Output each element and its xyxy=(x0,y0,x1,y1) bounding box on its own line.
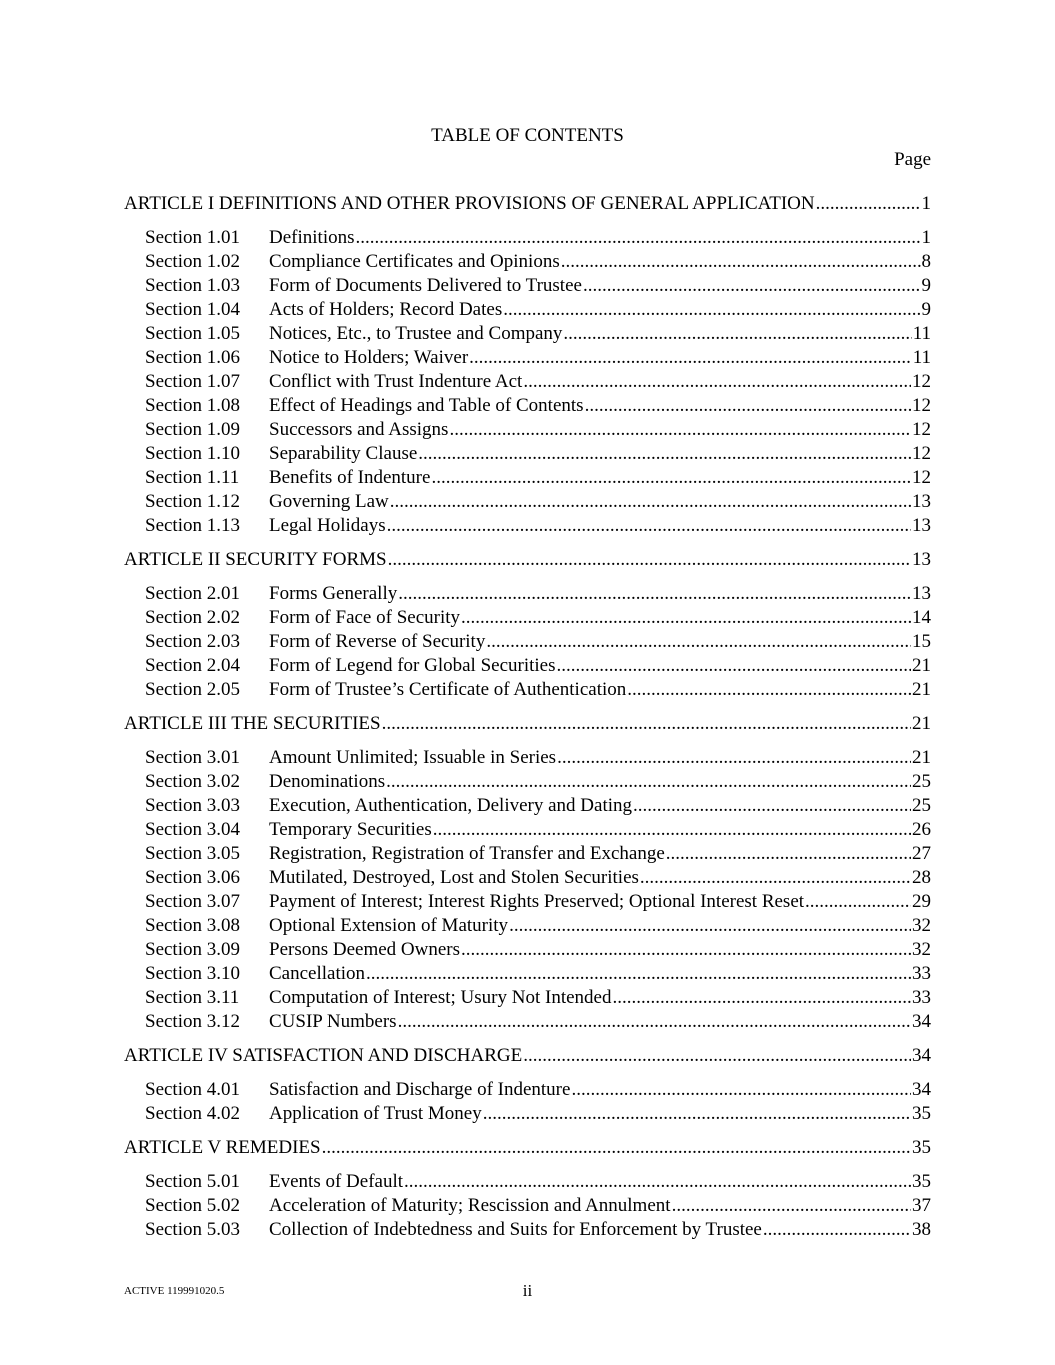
section-number: Section 1.12 xyxy=(145,491,240,512)
section-page-number: 12 xyxy=(912,443,931,464)
toc-section-entry[interactable] xyxy=(124,1102,931,1126)
toc-section-entry[interactable] xyxy=(124,866,931,890)
section-number: Section 3.12 xyxy=(145,1011,240,1032)
dot-leader xyxy=(461,606,911,630)
section-page-number: 34 xyxy=(912,1011,931,1032)
section-number: Section 3.04 xyxy=(145,819,240,840)
dot-leader xyxy=(398,1010,911,1034)
section-title: Successors and Assigns xyxy=(269,419,449,440)
section-page-number: 11 xyxy=(912,323,931,344)
toc-section-entry[interactable] xyxy=(124,466,931,490)
article-page-number: 1 xyxy=(921,193,931,214)
dot-leader xyxy=(816,192,921,216)
section-title: Form of Legend for Global Securities xyxy=(269,655,556,676)
section-title: Computation of Interest; Usury Not Intended xyxy=(269,987,612,1008)
dot-leader xyxy=(387,514,911,538)
section-page-number: 38 xyxy=(912,1219,931,1240)
toc-section-entry[interactable] xyxy=(124,442,931,466)
toc-section-entry[interactable] xyxy=(124,962,931,986)
section-page-number: 29 xyxy=(912,891,931,912)
section-number: Section 1.06 xyxy=(145,347,240,368)
toc-article-entry[interactable] xyxy=(124,1044,931,1068)
toc-section-entry[interactable] xyxy=(124,678,931,702)
section-page-number: 14 xyxy=(912,607,931,628)
section-number: Section 1.09 xyxy=(145,419,240,440)
article-title: ARTICLE V REMEDIES xyxy=(124,1137,321,1158)
section-number: Section 3.02 xyxy=(145,771,240,792)
section-number: Section 5.03 xyxy=(145,1219,240,1240)
toc-section-entry[interactable] xyxy=(124,842,931,866)
section-title: Mutilated, Destroyed, Lost and Stolen Securities xyxy=(269,867,639,888)
section-title: Conflict with Trust Indenture Act xyxy=(269,371,523,392)
section-page-number: 33 xyxy=(912,963,931,984)
dot-leader xyxy=(469,346,912,370)
section-number: Section 2.05 xyxy=(145,679,240,700)
toc-section-entry[interactable] xyxy=(124,794,931,818)
section-title: Form of Reverse of Security xyxy=(269,631,486,652)
section-page-number: 32 xyxy=(912,939,931,960)
section-title: Notice to Holders; Waiver xyxy=(269,347,469,368)
section-number: Section 1.04 xyxy=(145,299,240,320)
toc-section-entry[interactable] xyxy=(124,394,931,418)
toc-section-entry[interactable] xyxy=(124,582,931,606)
toc-section-entry[interactable] xyxy=(124,298,931,322)
toc-section-entry[interactable] xyxy=(124,346,931,370)
section-page-number: 12 xyxy=(912,371,931,392)
section-number: Section 2.02 xyxy=(145,607,240,628)
toc-section-entry[interactable] xyxy=(124,274,931,298)
section-number: Section 3.01 xyxy=(145,747,240,768)
dot-leader xyxy=(461,938,911,962)
section-title: Registration, Registration of Transfer and Exchange xyxy=(269,843,665,864)
article-title: ARTICLE III THE SECURITIES xyxy=(124,713,381,734)
section-page-number: 13 xyxy=(912,583,931,604)
toc-section-entry[interactable] xyxy=(124,514,931,538)
article-page-number: 21 xyxy=(912,713,931,734)
toc-section-entry[interactable] xyxy=(124,986,931,1010)
section-number: Section 5.01 xyxy=(145,1171,240,1192)
dot-leader xyxy=(561,250,921,274)
toc-article-entry[interactable] xyxy=(124,192,931,216)
section-page-number: 25 xyxy=(912,771,931,792)
section-page-number: 26 xyxy=(912,819,931,840)
section-page-number: 12 xyxy=(912,419,931,440)
page-column-label: Page xyxy=(894,149,931,170)
section-page-number: 11 xyxy=(912,347,931,368)
toc-section-entry[interactable] xyxy=(124,1010,931,1034)
dot-leader xyxy=(627,678,911,702)
page-number: ii xyxy=(522,1281,533,1300)
section-number: Section 1.11 xyxy=(145,467,240,488)
dot-leader xyxy=(563,322,911,346)
section-title: Definitions xyxy=(269,227,355,248)
toc-section-entry[interactable] xyxy=(124,938,931,962)
article-title: ARTICLE I DEFINITIONS AND OTHER PROVISIONS OF GENERAL APPLICATION xyxy=(124,193,815,214)
section-number: Section 3.03 xyxy=(145,795,240,816)
toc-section-entry[interactable] xyxy=(124,1194,931,1218)
toc-section-entry[interactable] xyxy=(124,914,931,938)
section-number: Section 2.03 xyxy=(145,631,240,652)
dot-leader xyxy=(640,866,911,890)
section-page-number: 21 xyxy=(912,655,931,676)
dot-leader xyxy=(557,746,911,770)
section-number: Section 3.05 xyxy=(145,843,240,864)
dot-leader xyxy=(431,466,911,490)
toc-article-entry[interactable] xyxy=(124,712,931,736)
section-page-number: 21 xyxy=(912,747,931,768)
dot-leader xyxy=(585,394,911,418)
dot-leader xyxy=(386,770,911,794)
toc-section-entry[interactable] xyxy=(124,890,931,914)
section-title: CUSIP Numbers xyxy=(269,1011,397,1032)
dot-leader xyxy=(418,442,911,466)
section-page-number: 37 xyxy=(912,1195,931,1216)
section-page-number: 28 xyxy=(912,867,931,888)
section-number: Section 1.10 xyxy=(145,443,240,464)
section-page-number: 32 xyxy=(912,915,931,936)
section-title: Events of Default xyxy=(269,1171,404,1192)
section-page-number: 13 xyxy=(912,491,931,512)
dot-leader xyxy=(763,1218,911,1242)
toc-article-entry[interactable] xyxy=(124,1136,931,1160)
section-number: Section 1.13 xyxy=(145,515,240,536)
dot-leader xyxy=(557,654,911,678)
section-number: Section 3.06 xyxy=(145,867,240,888)
section-title: Form of Face of Security xyxy=(269,607,461,628)
section-title: Payment of Interest; Interest Rights Preserved; Optional Interest Reset xyxy=(269,891,805,912)
section-page-number: 35 xyxy=(912,1171,931,1192)
section-title: Satisfaction and Discharge of Indenture xyxy=(269,1079,571,1100)
dot-leader xyxy=(571,1078,911,1102)
section-title: Form of Trustee’s Certificate of Authentication xyxy=(269,679,627,700)
toc-section-entry[interactable] xyxy=(124,322,931,346)
page-title: TABLE OF CONTENTS xyxy=(431,125,624,146)
section-number: Section 4.01 xyxy=(145,1079,240,1100)
section-page-number: 15 xyxy=(912,631,931,652)
toc-section-entry[interactable] xyxy=(124,654,931,678)
section-title: Forms Generally xyxy=(269,583,398,604)
toc-section-entry[interactable] xyxy=(124,818,931,842)
dot-leader xyxy=(398,582,911,606)
section-page-number: 35 xyxy=(912,1103,931,1124)
dot-leader xyxy=(404,1170,911,1194)
dot-leader xyxy=(322,1136,911,1160)
section-page-number: 34 xyxy=(912,1079,931,1100)
section-number: Section 3.11 xyxy=(145,987,240,1008)
toc-article-entry[interactable] xyxy=(124,548,931,572)
dot-leader xyxy=(805,890,911,914)
dot-leader xyxy=(433,818,911,842)
section-title: Form of Documents Delivered to Trustee xyxy=(269,275,582,296)
toc-section-entry[interactable] xyxy=(124,418,931,442)
article-title: ARTICLE II SECURITY FORMS xyxy=(124,549,387,570)
section-number: Section 1.05 xyxy=(145,323,240,344)
toc-section-entry[interactable] xyxy=(124,606,931,630)
dot-leader xyxy=(390,490,911,514)
toc-section-entry[interactable] xyxy=(124,1218,931,1242)
dot-leader xyxy=(483,1102,911,1126)
dot-leader xyxy=(356,226,921,250)
section-title: Effect of Headings and Table of Contents xyxy=(269,395,584,416)
section-number: Section 1.08 xyxy=(145,395,240,416)
section-title: Cancellation xyxy=(269,963,366,984)
section-page-number: 12 xyxy=(912,395,931,416)
section-number: Section 3.07 xyxy=(145,891,240,912)
section-page-number: 12 xyxy=(912,467,931,488)
section-title: Denominations xyxy=(269,771,386,792)
section-page-number: 25 xyxy=(912,795,931,816)
section-title: Optional Extension of Maturity xyxy=(269,915,509,936)
section-number: Section 1.01 xyxy=(145,227,240,248)
section-page-number: 33 xyxy=(912,987,931,1008)
article-title: ARTICLE IV SATISFACTION AND DISCHARGE xyxy=(124,1045,523,1066)
section-number: Section 2.04 xyxy=(145,655,240,676)
dot-leader xyxy=(666,842,911,866)
dot-leader xyxy=(449,418,911,442)
section-title: Temporary Securities xyxy=(269,819,432,840)
section-number: Section 3.08 xyxy=(145,915,240,936)
section-number: Section 1.02 xyxy=(145,251,240,272)
section-page-number: 13 xyxy=(912,515,931,536)
article-page-number: 34 xyxy=(912,1045,931,1066)
dot-leader xyxy=(509,914,911,938)
section-title: Governing Law xyxy=(269,491,389,512)
dot-leader xyxy=(366,962,911,986)
dot-leader xyxy=(503,298,920,322)
toc-section-entry[interactable] xyxy=(124,226,931,250)
dot-leader xyxy=(486,630,911,654)
toc-section-entry[interactable] xyxy=(124,490,931,514)
dot-leader xyxy=(523,1044,911,1068)
document-id: ACTIVE 119991020.5 xyxy=(124,1285,225,1297)
dot-leader xyxy=(612,986,911,1010)
section-page-number: 21 xyxy=(912,679,931,700)
section-title: Legal Holidays xyxy=(269,515,386,536)
toc-section-entry[interactable] xyxy=(124,370,931,394)
section-title: Acts of Holders; Record Dates xyxy=(269,299,503,320)
toc-section-entry[interactable] xyxy=(124,1170,931,1194)
article-page-number: 35 xyxy=(912,1137,931,1158)
table-of-contents xyxy=(124,192,931,1242)
toc-section-entry[interactable] xyxy=(124,770,931,794)
section-number: Section 3.09 xyxy=(145,939,240,960)
article-page-number: 13 xyxy=(912,549,931,570)
dot-leader xyxy=(672,1194,911,1218)
dot-leader xyxy=(633,794,911,818)
section-title: Execution, Authentication, Delivery and Dating xyxy=(269,795,633,816)
toc-section-entry[interactable] xyxy=(124,250,931,274)
section-title: Notices, Etc., to Trustee and Company xyxy=(269,323,563,344)
section-title: Collection of Indebtedness and Suits for Enforcement by Trustee xyxy=(269,1219,762,1240)
section-title: Separability Clause xyxy=(269,443,418,464)
toc-section-entry[interactable] xyxy=(124,630,931,654)
section-page-number: 9 xyxy=(921,299,931,320)
section-title: Persons Deemed Owners xyxy=(269,939,461,960)
section-page-number: 8 xyxy=(921,251,931,272)
section-number: Section 2.01 xyxy=(145,583,240,604)
section-title: Application of Trust Money xyxy=(269,1103,482,1124)
dot-leader xyxy=(523,370,911,394)
toc-section-entry[interactable] xyxy=(124,746,931,770)
section-number: Section 1.03 xyxy=(145,275,240,296)
section-page-number: 9 xyxy=(921,275,931,296)
section-page-number: 27 xyxy=(912,843,931,864)
dot-leader xyxy=(388,548,911,572)
section-number: Section 4.02 xyxy=(145,1103,240,1124)
section-number: Section 5.02 xyxy=(145,1195,240,1216)
section-title: Acceleration of Maturity; Rescission and Annulment xyxy=(269,1195,671,1216)
dot-leader xyxy=(382,712,911,736)
section-title: Compliance Certificates and Opinions xyxy=(269,251,560,272)
dot-leader xyxy=(583,274,921,298)
section-title: Benefits of Indenture xyxy=(269,467,431,488)
section-page-number: 1 xyxy=(921,227,931,248)
section-number: Section 3.10 xyxy=(145,963,240,984)
section-title: Amount Unlimited; Issuable in Series xyxy=(269,747,557,768)
toc-section-entry[interactable] xyxy=(124,1078,931,1102)
section-number: Section 1.07 xyxy=(145,371,240,392)
